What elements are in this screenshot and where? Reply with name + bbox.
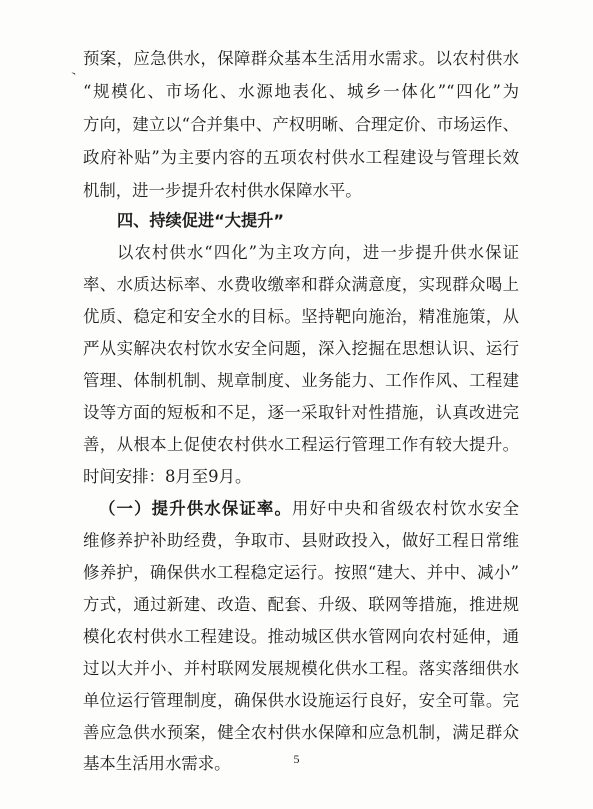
subsection-heading: （一）提升供水保证率。	[99, 499, 293, 518]
paragraph-line: 严从实解决农村饮水安全问题，深入挖掘在思想认识、运行	[83, 339, 519, 358]
stray-mark: 、	[68, 60, 85, 78]
paragraph-line: “规模化、市场化、水源地表化、城乡一体化”“四化”为	[83, 82, 519, 101]
paragraph-line: 设等方面的短板和不足，逐一采取针对性措施，认真改进完	[83, 403, 519, 422]
paragraph-line: 方式，通过新建、改造、配套、升级、联网等措施，推进规	[83, 595, 519, 614]
paragraph-line: 单位运行管理制度，确保供水设施运行良好，安全可靠。完	[83, 691, 519, 710]
page-number: 5	[293, 752, 300, 766]
paragraph-line: 过以大并小、并村联网发展规模化供水工程。落实落细供水	[83, 659, 519, 678]
paragraph-line: 模化农村供水工程建设。推动城区供水管网向农村延伸，通	[83, 627, 519, 646]
paragraph-line: 方向，建立以“合并集中、产权明晰、合理定价、市场运作、	[83, 115, 519, 134]
paragraph-line: 政府补贴”为主要内容的五项农村供水工程建设与管理长效	[83, 148, 519, 167]
paragraph-line: 预案，应急供水，保障群众基本生活用水需求。以农村供水	[83, 49, 519, 68]
paragraph-line: 善，从根本上促使农村供水工程运行管理工作有较大提升。	[83, 435, 519, 454]
paragraph-line: 机制，进一步提升农村供水保障水平。	[83, 181, 362, 200]
paragraph-line: 修养护，确保供水工程稳定运行。按照“建大、并中、减小”	[83, 563, 519, 582]
paragraph-line: 率、水质达标率、水费收缴率和群众满意度，实现群众喝上	[83, 275, 519, 294]
paragraph-line: 优质、稳定和安全水的目标。坚持靶向施治，精准施策，从	[83, 307, 519, 326]
paragraph-line: 善应急供水预案，健全农村供水保障和应急机制，满足群众	[83, 723, 519, 742]
paragraph-line: 管理、体制机制、规章制度、业务能力、工作作风、工程建	[83, 371, 519, 390]
paragraph-line: 维修养护补助经费，争取市、县财政投入，做好工程日常维	[83, 531, 519, 550]
paragraph-line: 以农村供水“四化”为主攻方向，进一步提升供水保证	[117, 243, 519, 262]
section-heading: 四、持续促进“大提升”	[117, 211, 284, 230]
subsection-first-text: 用好中央和省级农村饮水安全	[292, 499, 519, 518]
subsection-first-line	[99, 496, 519, 522]
paragraph-line: 基本生活用水需求。	[83, 754, 231, 773]
schedule-line: 时间安排：8月至9月。	[83, 467, 252, 486]
